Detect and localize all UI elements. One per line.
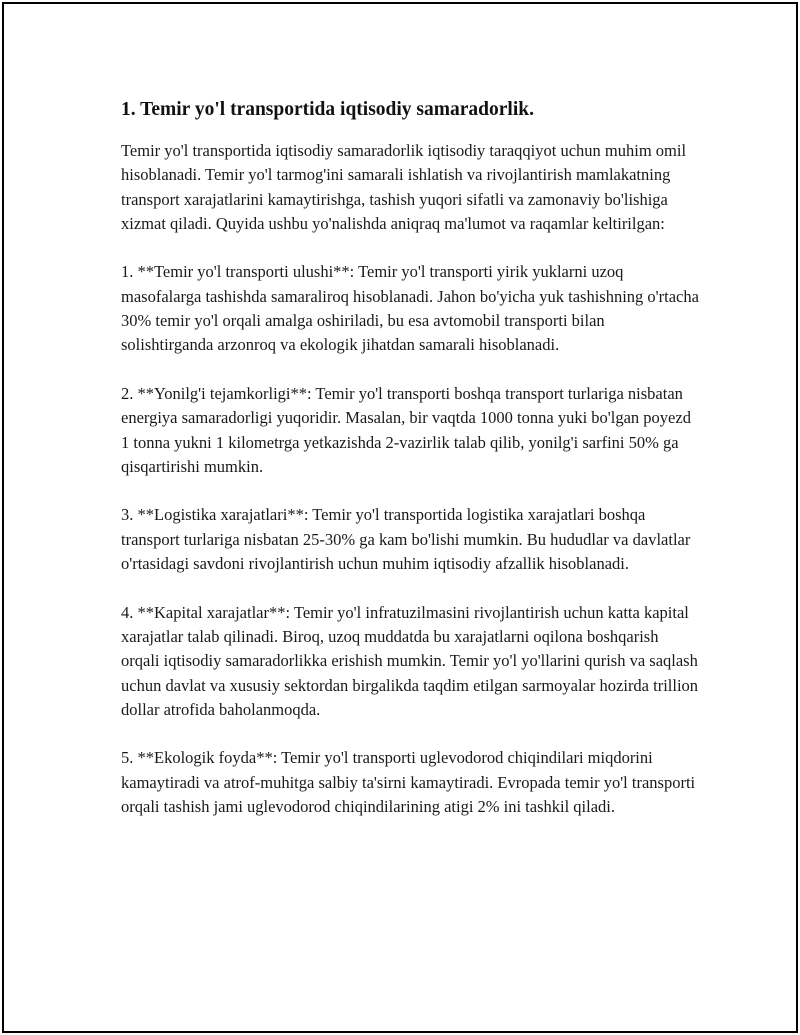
page-frame [2, 2, 798, 1033]
paragraph-capital-costs: 4. **Kapital xarajatlar**: Temir yo'l infratuzilmasini rivojlantirish uchun katta kapital xarajatlar talab qilinadi. Biroq, uzoq muddatda bu xarajatlarni oqilona boshqarish orqali iqtisodiy samaradorlikka erishish mumkin. Temir yo'l yo'llarini qurish va saqlash uchun davlat va xususiy sektordan birgalikda taqdim etilgan sarmoyalar hozirda trillion dollar atrofida baholanmoqda. [121, 602, 699, 719]
paragraph-logistics-costs: 3. **Logistika xarajatlari**: Temir yo'l transportida logistika xarajatlari boshqa transport turlariga nisbatan 25-30% ga kam bo'lishi mumkin. Bu hududlar va davlatlar o'rtasidagi savdoni rivojlantirish uchun muhim iqtisodiy afzallik hisoblanadi. [121, 505, 691, 574]
document-title: 1. Temir yo'l transportida iqtisodiy samaradorlik. [121, 99, 534, 120]
document-body [121, 97, 701, 844]
paragraph-ecological-benefit: 5. **Ekologik foyda**: Temir yo'l transporti uglevodorod chiqindilari miqdorini kamaytiradi va atrof-muhitga salbiy ta'sirni kamaytiradi. Evropada temir yo'l transporti orqali tashish jami uglevodorod chiqindilarining atigi 2% ini tashkil qiladi. [121, 748, 696, 817]
paragraph-fuel-efficiency: 2. **Yonilg'i tejamkorligi**: Temir yo'l transporti boshqa transport turlariga nisbatan energiya samaradorligi yuqoridir. Masalan, bir vaqtda 1000 tonna yuki bo'lgan poyezd 1 tonna yukni 1 kilometrga yetkazishda 2-vazirlik talab qilib, yonilg'i sarfini 50% ga qisqartirishi mumkin. [121, 383, 691, 476]
paragraph-railway-share: 1. **Temir yo'l transporti ulushi**: Temir yo'l transporti yirik yuklarni uzoq masofalarga tashishda samaraliroq hisoblanadi. Jahon bo'yicha yuk tashishning o'rtacha 30% temir yo'l orqali amalga oshiriladi, bu esa avtomobil transporti bilan solishtirganda arzonroq va ekologik jihatdan samarali hisoblanadi. [121, 262, 699, 355]
intro-paragraph: Temir yo'l transportida iqtisodiy samaradorlik iqtisodiy taraqqiyot uchun muhim omil hisoblanadi. Temir yo'l tarmog'ini samarali ishlatish va rivojlantirish mamlakatning transport xarajatlarini kamaytirishga, tashish yuqori sifatli va zamonaviy bo'lishiga xizmat qiladi. Quyida ushbu yo'nalishda aniqraq ma'lumot va raqamlar keltirilgan: [121, 141, 687, 233]
